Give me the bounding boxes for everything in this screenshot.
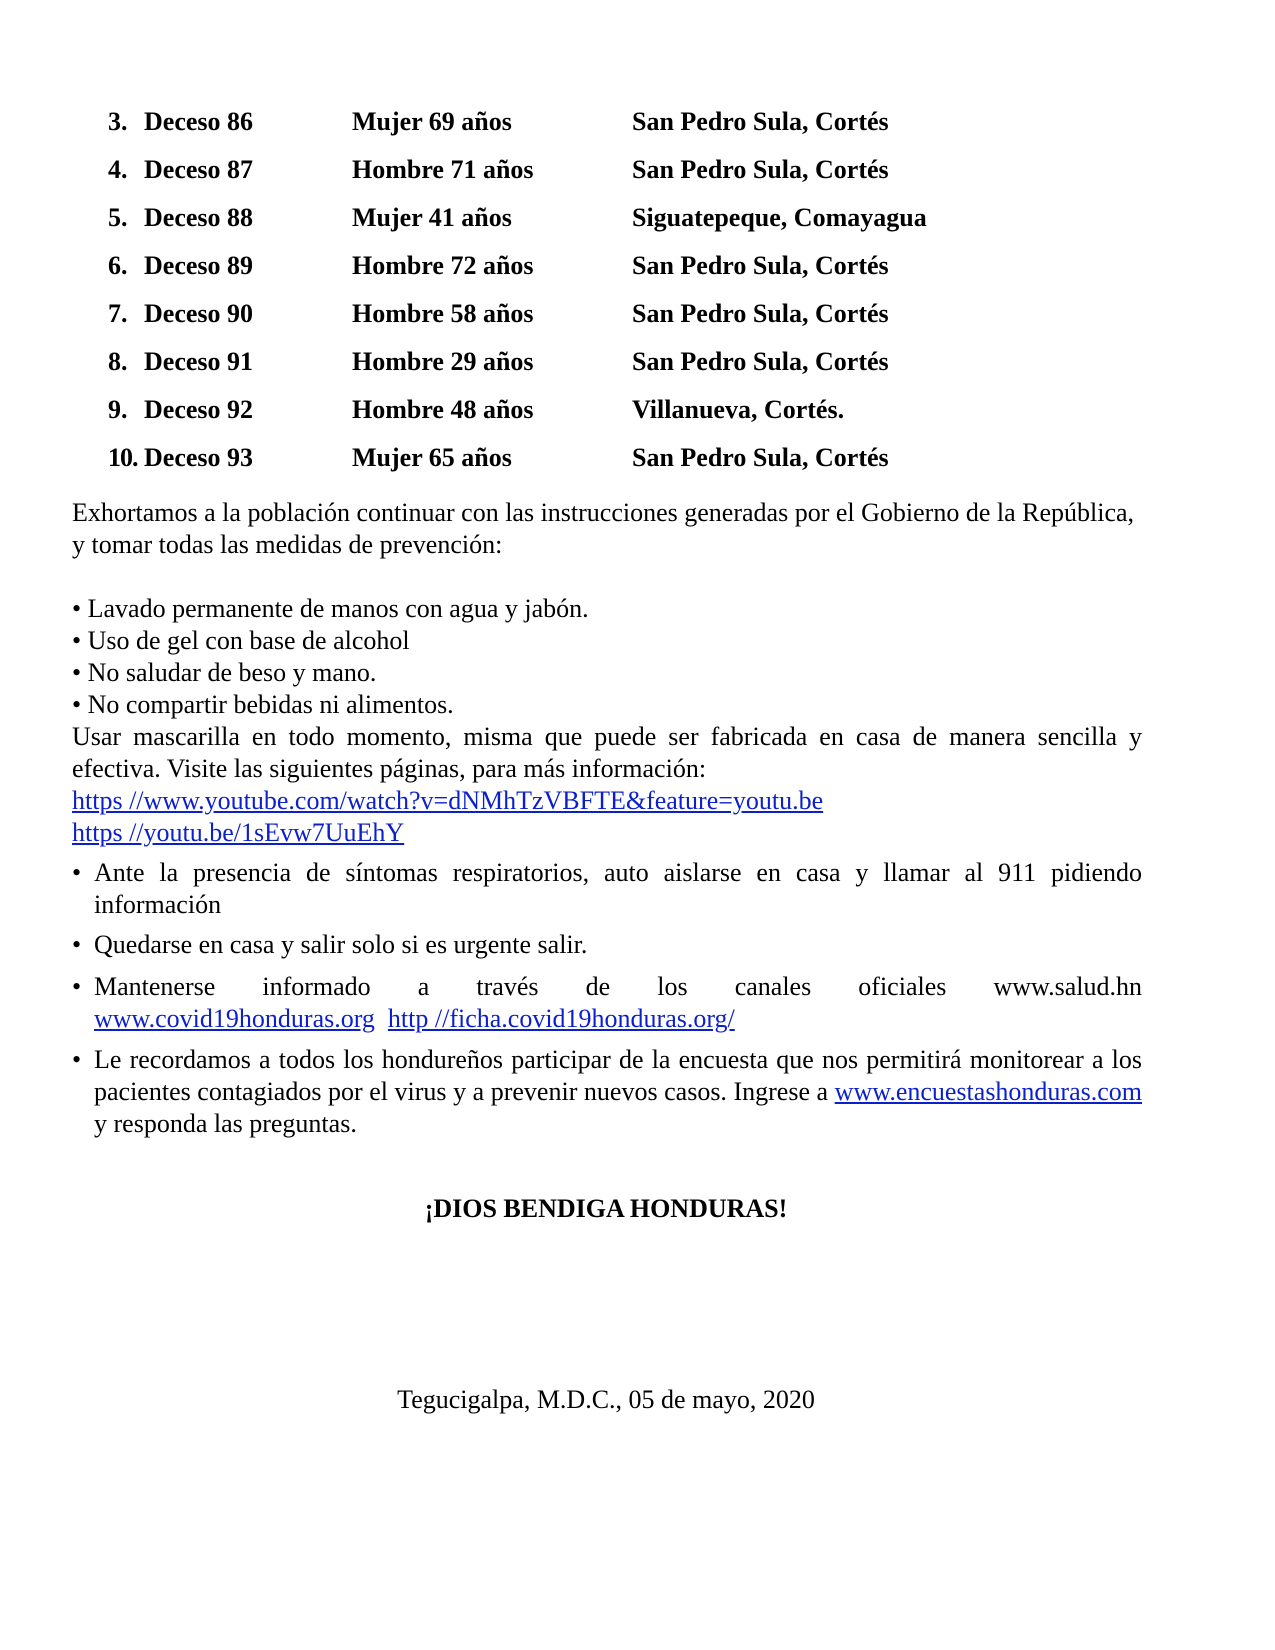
row-number: 7. [108, 299, 128, 328]
prevention-list [72, 593, 1142, 721]
closing-blessing: ¡DIOS BENDIGA HONDURAS! [424, 1194, 788, 1223]
location: San Pedro Sula, Cortés [632, 251, 889, 280]
bullet-survey [72, 1044, 1142, 1140]
death-id: Deceso 93 [144, 443, 254, 472]
death-id: Deceso 88 [144, 203, 254, 232]
bullet-icon: • [72, 972, 82, 1001]
death-row [108, 194, 1008, 242]
row-number: 9. [108, 395, 128, 424]
death-row [108, 434, 1008, 482]
death-id: Deceso 86 [144, 107, 254, 136]
prevention-item: • No saludar de beso y mano. [72, 658, 377, 687]
row-number: 3. [108, 107, 128, 136]
survey-tail: y responda las preguntas. [94, 1109, 357, 1138]
bullet-icon: • [72, 930, 82, 959]
mask-paragraph: Usar mascarilla en todo momento, misma que puede ser fabricada en casa de manera sencilla y efectiva. Visite las siguientes páginas, para más información: [72, 722, 1142, 783]
video-links [72, 785, 1142, 849]
person-info: Mujer 41 años [352, 203, 512, 232]
bullet-official-channels [72, 971, 1142, 1035]
survey-text: Le recordamos a todos los hondureños participar de la encuesta que nos permitirá monitorear a los pacientes contagiados por el virus y a prevenir nuevos casos. Ingrese a [94, 1045, 1142, 1106]
symptoms-text: Ante la presencia de síntomas respiratorios, auto aislarse en casa y llamar al 911 pidiendo información [94, 858, 1142, 919]
row-number: 4. [108, 155, 128, 184]
death-id: Deceso 92 [144, 395, 254, 424]
person-info: Hombre 72 años [352, 251, 534, 280]
death-row [108, 242, 1008, 290]
death-row [108, 98, 1008, 146]
person-info: Mujer 69 años [352, 107, 512, 136]
bullet-stay-home [72, 929, 1142, 961]
person-info: Hombre 71 años [352, 155, 534, 184]
death-row [108, 146, 1008, 194]
row-number: 10. [108, 443, 138, 472]
location: San Pedro Sula, Cortés [632, 443, 889, 472]
prevention-item: • Uso de gel con base de alcohol [72, 626, 410, 655]
person-info: Hombre 48 años [352, 395, 534, 424]
prevention-item: • Lavado permanente de manos con agua y jabón. [72, 594, 589, 623]
location: San Pedro Sula, Cortés [632, 155, 889, 184]
person-info: Mujer 65 años [352, 443, 512, 472]
bullet-icon: • [72, 1045, 82, 1074]
prevention-item: • No compartir bebidas ni alimentos. [72, 690, 454, 719]
stay-home-text: Quedarse en casa y salir solo si es urgente salir. [94, 930, 588, 959]
bullet-symptoms [72, 857, 1142, 921]
location: San Pedro Sula, Cortés [632, 107, 889, 136]
death-id: Deceso 87 [144, 155, 254, 184]
death-row [108, 290, 1008, 338]
row-number: 6. [108, 251, 128, 280]
location: Siguatepeque, Comayagua [632, 203, 927, 232]
death-id: Deceso 90 [144, 299, 254, 328]
location: Villanueva, Cortés. [632, 395, 845, 424]
youtu-be-link[interactable]: https //youtu.be/1sEvw7UuEhY [72, 818, 405, 847]
location: San Pedro Sula, Cortés [632, 347, 889, 376]
row-number: 5. [108, 203, 128, 232]
covid19honduras-link[interactable]: www.covid19honduras.org [94, 1004, 375, 1033]
row-number: 8. [108, 347, 128, 376]
youtube-link[interactable]: https //www.youtube.com/watch?v=dNMhTzVBFTE&feature=youtu.be [72, 786, 824, 815]
location: San Pedro Sula, Cortés [632, 299, 889, 328]
death-row [108, 386, 1008, 434]
deaths-list [108, 98, 1008, 482]
death-id: Deceso 91 [144, 347, 254, 376]
official-channels-text: Mantenerse informado a través de los canales oficiales www.salud.hn [94, 972, 1142, 1001]
dateline: Tegucigalpa, M.D.C., 05 de mayo, 2020 [397, 1385, 815, 1414]
exhortation-paragraph: Exhortamos a la población continuar con las instrucciones generadas por el Gobierno de la República, y tomar todas las medidas de prevención: [72, 498, 1135, 559]
bullet-icon: • [72, 858, 82, 887]
person-info: Hombre 29 años [352, 347, 534, 376]
death-id: Deceso 89 [144, 251, 254, 280]
ficha-covid19honduras-link[interactable]: http //ficha.covid19honduras.org/ [387, 1004, 735, 1033]
encuestashonduras-link[interactable]: www.encuestashonduras.com [834, 1077, 1143, 1106]
death-row [108, 338, 1008, 386]
person-info: Hombre 58 años [352, 299, 534, 328]
